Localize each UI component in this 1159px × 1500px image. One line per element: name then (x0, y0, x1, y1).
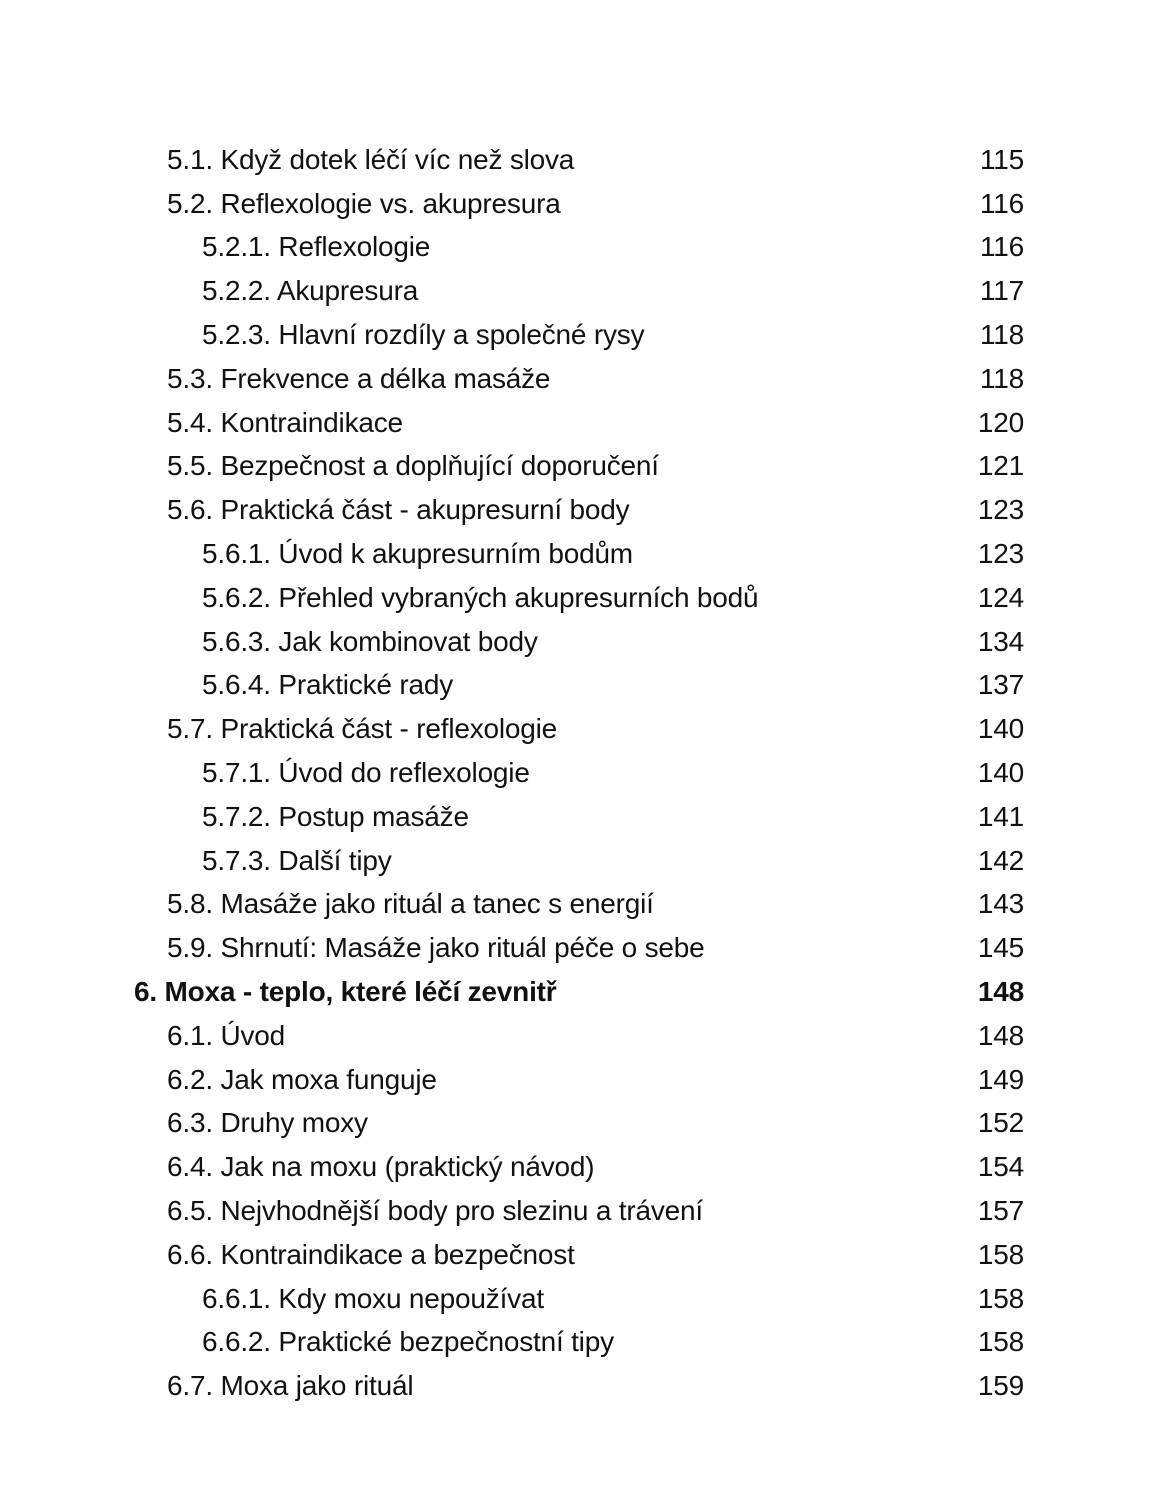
toc-entry-page: 121 (977, 450, 1024, 482)
toc-subentry[interactable] (0, 576, 1159, 620)
toc-entry-page: 137 (977, 669, 1024, 701)
toc-entry-title: 6.1. Úvod (167, 1019, 286, 1051)
toc-entry-page: 117 (979, 275, 1024, 307)
toc-entry[interactable] (0, 707, 1159, 751)
toc-chapter-heading[interactable] (0, 970, 1159, 1014)
toc-entry-title: 5.6. Praktická část - akupresurní body (167, 494, 630, 526)
toc-entry-page: 158 (977, 1238, 1024, 1270)
toc-entry-title: 5.2.1. Reflexologie (202, 231, 431, 263)
toc-entry-page: 143 (977, 888, 1024, 920)
table-of-contents (0, 138, 1159, 1408)
toc-entry-title: 6.3. Druhy moxy (167, 1107, 368, 1139)
toc-entry-title: 6.4. Jak na moxu (praktický návod) (167, 1151, 595, 1183)
toc-entry-title: 5.9. Shrnutí: Masáže jako rituál péče o sebe (167, 932, 705, 964)
toc-entry-title: 5.7. Praktická část - reflexologie (167, 713, 558, 745)
toc-entry-title: 6.5. Nejvhodnější body pro slezinu a trávení (167, 1195, 703, 1227)
toc-entry-title: 5.7.3. Další tipy (202, 844, 392, 876)
toc-entry[interactable] (0, 445, 1159, 489)
toc-entry[interactable] (0, 138, 1159, 182)
toc-entry-title: 6.6.1. Kdy moxu nepoužívat (202, 1282, 544, 1314)
toc-entry-title: 6.6. Kontraindikace a bezpečnost (167, 1238, 575, 1270)
toc-entry-page: 158 (977, 1326, 1024, 1358)
toc-entry-title: 5.1. Když dotek léčí víc než slova (167, 143, 575, 175)
toc-entry-title: 5.6.4. Praktické rady (202, 669, 454, 701)
toc-entry-page: 142 (977, 844, 1024, 876)
toc-entry-page: 123 (977, 538, 1024, 570)
toc-entry-title: 6.7. Moxa jako rituál (167, 1370, 414, 1402)
toc-entry-page: 145 (977, 932, 1024, 964)
toc-entry-page: 159 (977, 1370, 1024, 1402)
toc-subentry[interactable] (0, 620, 1159, 664)
toc-entry[interactable] (0, 1058, 1159, 1102)
toc-entry-page: 118 (979, 362, 1024, 394)
toc-entry-page: 120 (977, 406, 1024, 438)
toc-entry[interactable] (0, 1145, 1159, 1189)
toc-entry-title: 5.2. Reflexologie vs. akupresura (167, 187, 561, 219)
toc-entry-page: 134 (977, 625, 1024, 657)
toc-entry-title: 5.6.3. Jak kombinovat body (202, 625, 538, 657)
toc-entry-page: 148 (977, 1019, 1024, 1051)
toc-subentry[interactable] (0, 839, 1159, 883)
toc-entry-title: 6. Moxa - teplo, které léčí zevnitř (134, 976, 557, 1008)
toc-entry[interactable] (0, 1189, 1159, 1233)
toc-entry[interactable] (0, 926, 1159, 970)
toc-subentry[interactable] (0, 664, 1159, 708)
toc-subentry[interactable] (0, 532, 1159, 576)
toc-entry-title: 5.2.3. Hlavní rozdíly a společné rysy (202, 319, 645, 351)
toc-entry[interactable] (0, 182, 1159, 226)
toc-entry-title: 5.6.1. Úvod k akupresurním bodům (202, 538, 633, 570)
toc-entry-page: 157 (977, 1195, 1024, 1227)
toc-entry[interactable] (0, 1364, 1159, 1408)
toc-entry-page: 152 (977, 1107, 1024, 1139)
toc-subentry[interactable] (0, 795, 1159, 839)
toc-entry-page: 116 (979, 231, 1024, 263)
toc-entry-page: 148 (977, 976, 1024, 1008)
toc-entry-title: 5.7.1. Úvod do reflexologie (202, 757, 530, 789)
toc-entry[interactable] (0, 1102, 1159, 1146)
toc-entry-title: 6.6.2. Praktické bezpečnostní tipy (202, 1326, 614, 1358)
toc-entry[interactable] (0, 401, 1159, 445)
toc-entry-page: 140 (977, 757, 1024, 789)
toc-subentry[interactable] (0, 269, 1159, 313)
toc-entry-title: 5.2.2. Akupresura (202, 275, 419, 307)
toc-entry[interactable] (0, 1014, 1159, 1058)
toc-entry-page: 141 (977, 800, 1024, 832)
toc-subentry[interactable] (0, 313, 1159, 357)
toc-entry-title: 5.8. Masáže jako rituál a tanec s energií (167, 888, 654, 920)
toc-entry-title: 5.7.2. Postup masáže (202, 800, 469, 832)
toc-entry-title: 5.4. Kontraindikace (167, 406, 403, 438)
toc-entry-page: 116 (979, 187, 1024, 219)
toc-entry-page: 118 (979, 319, 1024, 351)
toc-entry-page: 154 (977, 1151, 1024, 1183)
toc-entry-page: 123 (977, 494, 1024, 526)
toc-entry[interactable] (0, 488, 1159, 532)
toc-entry-page: 140 (977, 713, 1024, 745)
toc-entry-page: 149 (977, 1063, 1024, 1095)
toc-subentry[interactable] (0, 1277, 1159, 1321)
toc-entry-page: 124 (977, 581, 1024, 613)
toc-entry-title: 5.6.2. Přehled vybraných akupresurních bodů (202, 581, 759, 613)
toc-subentry[interactable] (0, 751, 1159, 795)
toc-subentry[interactable] (0, 1321, 1159, 1365)
toc-entry-page: 115 (979, 143, 1024, 175)
toc-entry-title: 5.5. Bezpečnost a doplňující doporučení (167, 450, 659, 482)
toc-entry-title: 6.2. Jak moxa funguje (167, 1063, 437, 1095)
toc-entry[interactable] (0, 883, 1159, 927)
toc-subentry[interactable] (0, 226, 1159, 270)
toc-entry-title: 5.3. Frekvence a délka masáže (167, 362, 551, 394)
toc-entry[interactable] (0, 1233, 1159, 1277)
toc-entry[interactable] (0, 357, 1159, 401)
toc-entry-page: 158 (977, 1282, 1024, 1314)
